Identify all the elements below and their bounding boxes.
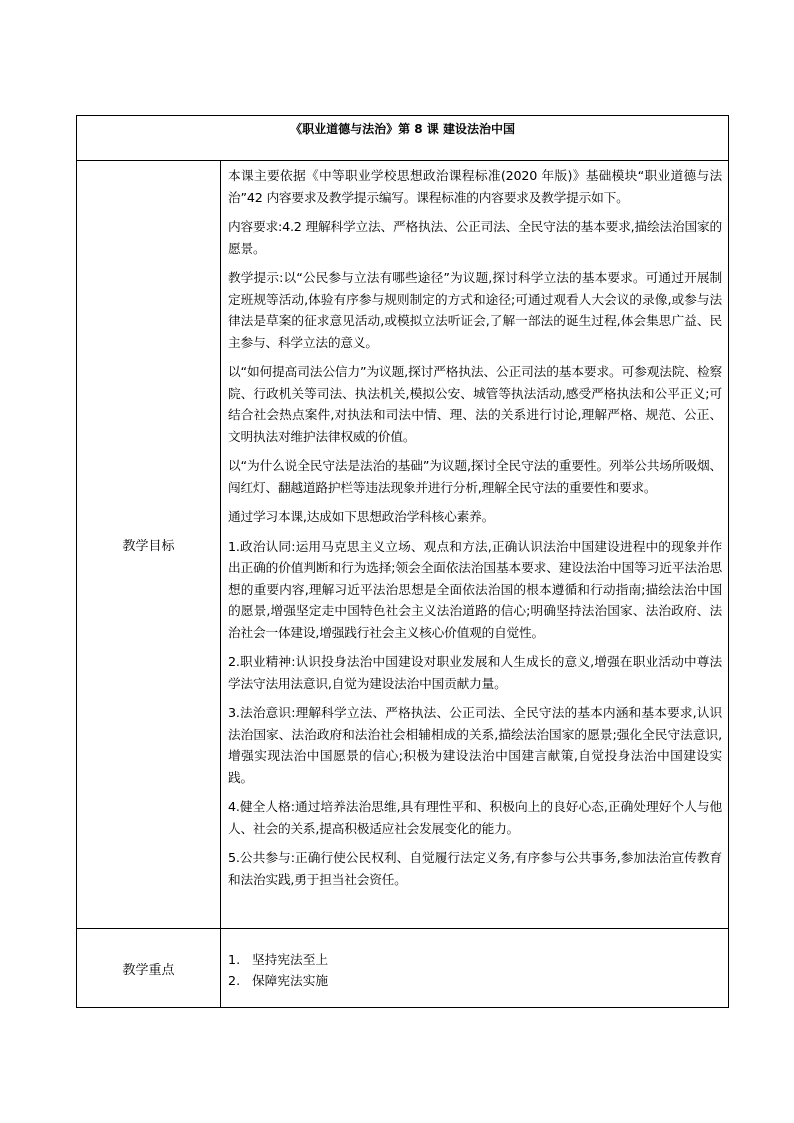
- objectives-content: [221, 161, 729, 929]
- focus-item-number: 2.: [228, 973, 241, 988]
- objectives-row: [77, 161, 729, 929]
- focus-list: [228, 949, 722, 991]
- objectives-paragraph: 以“为什么说全民守法是法治的基础”为议题,探讨全民守法的重要性。列举公共场所吸烟、闯红灯、翻越道路护栏等违法现象并进行分析,理解全民守法的重要性和要求。: [228, 458, 723, 495]
- title-row: [77, 116, 729, 161]
- objectives-paragraph: 本课主要依据《中等职业学校思想政治课程标准(2020 年版)》基础模块“职业道德与法治”42 内容要求及教学提示编写。课程标准的内容要求及教学提示如下。: [228, 168, 723, 205]
- objectives-paragraph: 1.政治认同:运用马克思主义立场、观点和方法,正确认识法治中国建设进程中的现象并作出正确的价值判断和行为选择;领会全面依法治国基本要求、建设法治中国等习近平法治思想的重要内容,理解习近平法治思想是全面依法治国的根本遵循和行动指南;描绘法治中国的愿景,增强坚定走中国特色社会主义法治道路的信心;明确坚持法治国家、法治政府、法治社会一体建设,增强践行社会主义核心价值观的自觉性。: [228, 538, 723, 640]
- document-title: 《职业道德与法治》第 8 课 建设法治中国: [77, 116, 729, 161]
- objectives-label: 教学目标: [77, 161, 221, 929]
- focus-label: 教学重点: [77, 929, 221, 1008]
- objectives-paragraph: 3.法治意识:理解科学立法、严格执法、公正司法、全民守法的基本内涵和基本要求,认识法治国家、法治政府和法治社会相辅相成的关系,描绘法治国家的愿景;强化全民守法意识,增强实现法治中国愿景的信心;积极为建设法治中国建言献策,自觉投身法治中国建设实践。: [228, 705, 723, 785]
- objectives-paragraph: 以“如何提高司法公信力”为议题,探讨严格执法、公正司法的基本要求。可参观法院、检察院、行政机关等司法、执法机关,模拟公安、城管等执法活动,感受严格执法和公平正义;可结合社会热点案件,对执法和司法中情、理、法的关系进行讨论,理解严格、规范、公正、文明执法对维护法律权威的价值。: [228, 364, 723, 444]
- focus-item-number: 1.: [228, 952, 241, 967]
- lesson-plan-table: [76, 115, 729, 1008]
- objectives-paragraph: 教学提示:以“公民参与立法有哪些途径”为议题,探讨科学立法的基本要求。可通过开展制定班规等活动,体验有序参与规则制定的方式和途径;可通过观看人大会议的录像,或参与法律法是草案的征求意见活动,或模拟立法听证会,了解一部法的诞生过程,体会集思广益、民主参与、科学立法的意义。: [228, 270, 723, 350]
- objectives-paragraph: 2.职业精神:认识投身法治中国建设对职业发展和人生成长的意义,增强在职业活动中尊法学法守法用法意识,自觉为建设法治中国贡献力量。: [228, 654, 723, 691]
- focus-item: [228, 949, 722, 970]
- focus-item-text: 保障宪法实施: [252, 973, 329, 988]
- focus-item-text: 坚持宪法至上: [252, 952, 329, 967]
- focus-content: [221, 929, 729, 1008]
- focus-item: [228, 970, 722, 991]
- objectives-paragraph: 内容要求:4.2 理解科学立法、严格执法、公正司法、全民守法的基本要求,描绘法治国家的愿景。: [228, 219, 723, 256]
- focus-row: [77, 929, 729, 1008]
- objectives-paragraph: 5.公共参与:正确行使公民权利、自觉履行法定义务,有序参与公共事务,参加法治宣传教育和法治实践,勇于担当社会资任。: [228, 850, 723, 887]
- objectives-paragraph: 通过学习本课,达成如下思想政治学科核心素养。: [228, 509, 495, 524]
- objectives-paragraph: 4.健全人格:通过培养法治思维,具有理性平和、积极向上的良好心态,正确处理好个人与他人、社会的关系,提高积极适应社会发展变化的能力。: [228, 799, 723, 836]
